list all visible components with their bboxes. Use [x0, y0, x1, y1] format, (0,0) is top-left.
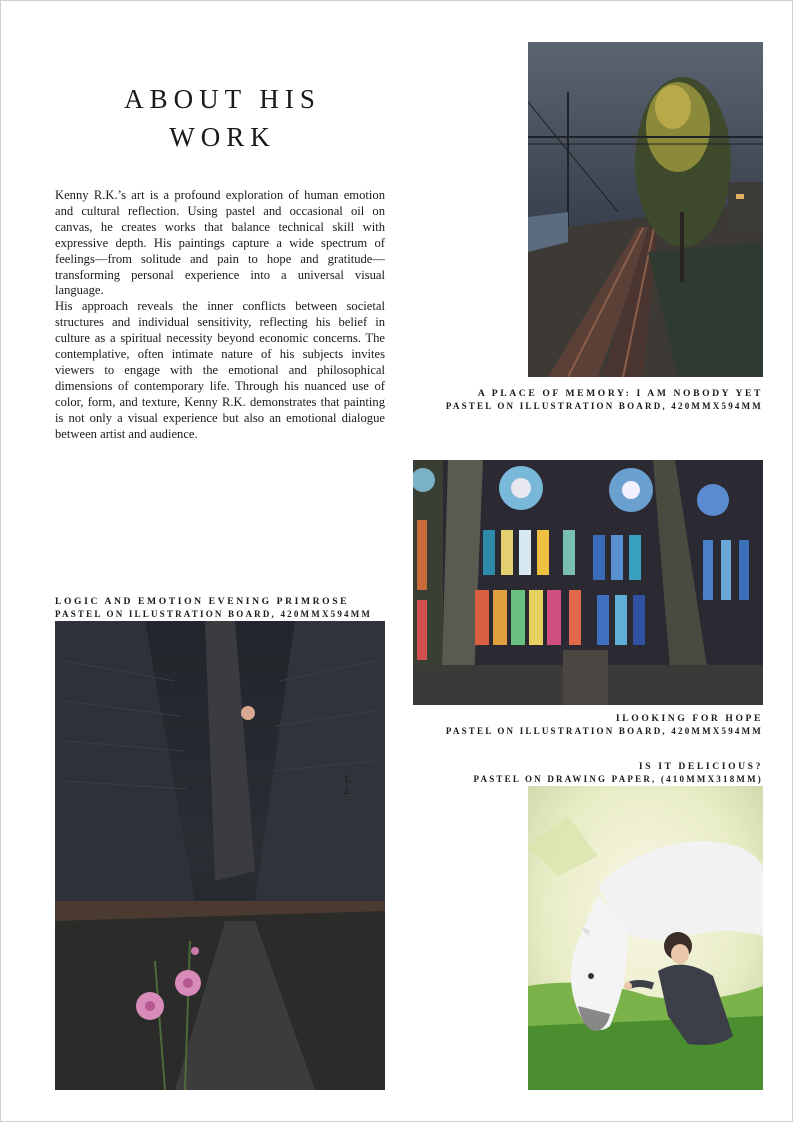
- page-number-2: 2.: [344, 786, 351, 796]
- title-line-2: WORK: [169, 122, 276, 152]
- railway-painting: [528, 42, 763, 377]
- artwork-evening-primrose: [55, 621, 385, 1090]
- artwork-title: IS IT DELICIOUS?: [638, 761, 763, 772]
- page-number-1: 1.: [344, 774, 351, 784]
- artwork-place-of-memory: [528, 42, 763, 377]
- artwork-title: A PLACE OF MEMORY: I AM NOBODY YET: [477, 388, 763, 399]
- artwork-title: LOGIC AND EMOTION EVENING PRIMROSE: [55, 596, 350, 607]
- caption-is-it-delicious: [473, 761, 763, 786]
- title-line-1: ABOUT HIS: [124, 84, 321, 114]
- artwork-medium: PASTEL ON DRAWING PAPER, (410MMX318MM): [473, 774, 763, 784]
- horse-painting: [528, 786, 763, 1090]
- artwork-medium: PASTEL ON ILLUSTRATION BOARD, 420MMX594MM: [445, 726, 763, 736]
- caption-evening-primrose: [55, 596, 372, 621]
- about-paragraph-1: Kenny R.K.’s art is a profound exploration of human emotion and cultural reflection. Using pastel and occasional oil on canvas, he creates works that balance technical skill with expressive depth. His paintings capture a wide spectrum of feelings—from solitude and pain to hope and gratitude—transforming personal experience into a universal visual language.: [55, 188, 385, 298]
- artwork-medium: PASTEL ON ILLUSTRATION BOARD, 420MMX594MM: [55, 609, 373, 619]
- stained-glass-painting: [413, 460, 763, 705]
- primrose-painting: [55, 621, 385, 1090]
- about-text: [55, 188, 385, 443]
- caption-place-of-memory: [446, 388, 763, 413]
- about-paragraph-2: His approach reveals the inner conflicts between societal structures and individual sensitivity, reflecting his belief in culture as a spiritual necessity beyond economic concerns. The contemplative, often intimate nature of his subjects invites viewers to engage with the emotional and philosophical dimensions of contemporary life. Through his nuanced use of color, form, and texture, Kenny R.K. demonstrates that painting is not only a visual experience but also an emotional dialogue between artist and audience.: [55, 299, 385, 441]
- page-numbers: [344, 773, 351, 797]
- caption-looking-for-hope: [446, 713, 763, 738]
- artwork-looking-for-hope: [413, 460, 763, 705]
- artwork-title: ILOOKING FOR HOPE: [615, 713, 763, 724]
- artwork-is-it-delicious: [528, 786, 763, 1090]
- artwork-medium: PASTEL ON ILLUSTRATION BOARD, 420MMX594MM: [445, 401, 763, 411]
- page-title: [70, 80, 375, 156]
